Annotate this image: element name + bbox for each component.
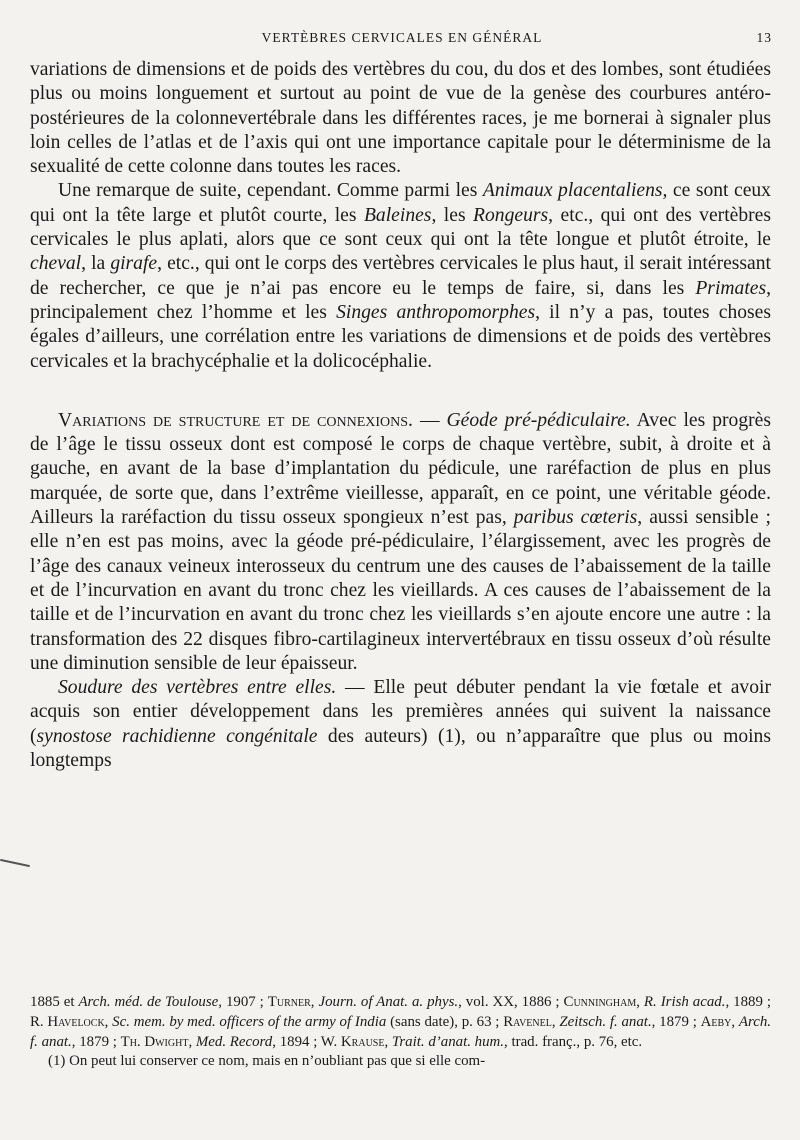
- subsection-heading: Soudure des vertèbres entre elles.: [58, 677, 337, 699]
- paragraph-3: Variations de structure et de connexions. — Géode pré-pédiculaire. Avec les progrès de l’âge le tissu osseux dont est composé le corps de chaque vertèbre, subit, à droite et à gauche, en avant de la base d’implantation du pédicule, une raréfaction de plus en plus marquée, de sorte que, dans l’extrême vieillesse, apparaît, en ce point, une véritable géode. Ailleurs la raréfaction du tissu osseux spongieux n’est pas, paribus cœteris, aussi sensible ; elle n’en est pas moins, avec la géode pré-pédiculaire, l’élargissement, avec les progrès de l’âge des canaux veineux interosseux du centrum une des causes de l’abaissement de la taille et de l’incurvation en avant du tronc chez les vieillards. A ces causes de l’abaissement de la taille et de l’incurvation en avant du tronc chez les vieillards s’en ajoute encore une autre : la transformation des 22 disques fibro-cartilagineux intervertébraux en tissu osseux d’où résulte une diminution sensible de leur épaisseur.: [30, 409, 771, 674]
- running-title: VERTÈBRES CERVICALES EN GÉNÉRAL: [261, 30, 543, 45]
- paragraph-2: Une remarque de suite, cependant. Comme parmi les Animaux placentaliens, ce sont ceux qui ont la tête large et plutôt courte, les Baleines, les Rongeurs, etc., qui ont des vertèbres cervicales le plus aplati, alors que ce sont ceux qui ont la tête longue et plutôt étroite, le cheval, la girafe, etc., qui ont le corps des vertèbres cervicales le plus haut, il serait intéressant de rechercher, ce que je n’ai pas encore eu le temps de faire, si, dans les Primates, principalement chez l’homme et les Singes anthropomorphes, il n’y a pas, toutes choses égales d’ailleurs, une corrélation entre les variations de dimensions et de poids des vertèbres cervicales et la brachycéphalie et la dolicocéphalie.: [30, 180, 771, 372]
- footnotes: [30, 993, 771, 1072]
- footnote-1: (1) On peut lui conserver ce nom, mais en n’oubliant pas que si elle com-: [48, 1053, 486, 1070]
- body-text: [30, 58, 771, 773]
- footnote-continuation: 1885 et Arch. méd. de Toulouse, 1907 ; Turner, Journ. of Anat. a. phys., vol. XX, 1886 ; Cunningham, R. Irish acad., 1889 ; R. Havelock, Sc. mem. by med. officers of the army of India (sans date), p. 63 ; Ravenel, Zeitsch. f. anat., 1879 ; Aeby, Arch. f. anat., 1879 ; Th. Dwight, Med. Record, 1894 ; W. Krause, Trait. d’anat. hum., trad. franç., p. 76, etc.: [30, 994, 772, 1050]
- paragraph-1: variations de dimensions et de poids des vertèbres du cou, du dos et des lombes, sont étudiées plus ou moins longuement et surtout au point de vue de la genèse des courbures antéro-postérieures de la colonnevertébrale dans les différentes races, je me bornerai à signaler plus loin celles de l’atlas et de l’axis qui ont une importance capitale pour le déterminisme de la sexualité de cette colonne dans toutes les races.: [30, 59, 771, 178]
- running-head: [32, 30, 772, 48]
- section-heading: Variations de structure et de connexions.: [58, 409, 413, 431]
- subsection-heading: Géode pré-pédiculaire.: [446, 409, 631, 431]
- margin-pencil-mark: [0, 859, 30, 867]
- paragraph-4: Soudure des vertèbres entre elles. — Elle peut débuter pendant la vie fœtale et avoir acquis son entier développement dans les premières années qui suivent la naissance (synostose rachidienne congénitale des auteurs) (1), ou n’apparaître que plus ou moins longtemps: [30, 677, 771, 772]
- page-number: 13: [756, 30, 772, 45]
